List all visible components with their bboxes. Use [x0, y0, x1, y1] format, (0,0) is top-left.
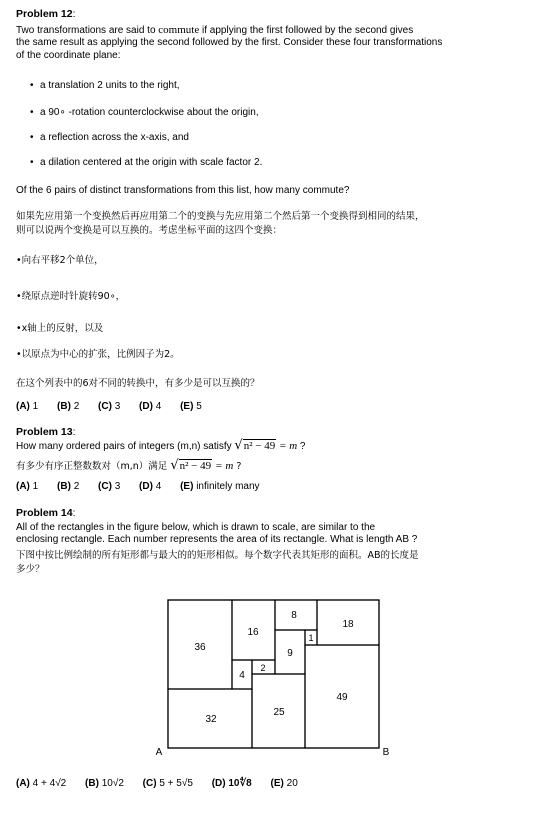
- problem-14-text: All of the rectangles in the figure below, which is drawn to scale, are similar to the: [16, 522, 376, 533]
- list-item: • a translation 2 units to the right,: [30, 80, 180, 91]
- choice-a[interactable]: (A) 1: [16, 401, 39, 412]
- problem-12-cn-intro-line2: 则可以说两个变换是可以互换的。考虑坐标平面的这四个变换：: [16, 225, 283, 236]
- problem-13-cn-question: 有多少有序正整数数对（m,n）满足 √n² − 49 = m ?: [16, 458, 242, 473]
- area-label-18: 18: [342, 619, 354, 630]
- problem-12-cn-item: •以原点为中心的扩张，比例因子为2。: [16, 349, 180, 360]
- point-b-label: B: [382, 747, 390, 758]
- area-label-2: 2: [260, 663, 266, 673]
- choice-a[interactable]: (A) 4 + 4√2: [16, 778, 67, 789]
- problem-12-intro-line2: the same result as applying the second followed by the first. Consider these four transformations: [16, 37, 443, 48]
- choice-d[interactable]: (D) 4: [139, 401, 162, 412]
- area-label-32: 32: [205, 714, 217, 725]
- choice-b[interactable]: (B) 2: [57, 481, 80, 492]
- problem-12-cn-item: •x轴上的反射，以及: [16, 323, 104, 334]
- area-label-1: 1: [308, 633, 314, 643]
- choice-e[interactable]: (E) 5: [180, 401, 202, 412]
- choice-e[interactable]: (E) 20: [270, 778, 298, 789]
- point-a-label: A: [155, 747, 163, 758]
- problem-12-cn-item: •向右平移2个单位，: [16, 255, 104, 266]
- problem-12-cn-intro: 如果先应用第一个变换然后再应用第二个的变换与先应用第二个然后第一个变换得到相同的结果，: [16, 211, 425, 222]
- choice-d[interactable]: (D) 4: [139, 481, 162, 492]
- area-label-49: 49: [336, 692, 348, 703]
- problem-14-text-line2: enclosing rectangle. Each number represents the area of its rectangle. What is length AB ?: [16, 534, 418, 545]
- problem-12-cn-item: •绕原点逆时针旋转90∘，: [16, 291, 126, 302]
- choice-b[interactable]: (B) 10√2: [85, 778, 124, 789]
- problem-14-choices: [16, 778, 314, 789]
- problem-12-cn-question: 在这个列表中的6对不同的转换中，有多少是可以互换的？: [16, 378, 260, 389]
- sqrt-expression: √n² − 49: [234, 438, 276, 453]
- area-label-9: 9: [287, 648, 293, 659]
- problem-12-title: Problem 12:: [16, 8, 76, 20]
- sqrt-expression-cn: √n² − 49: [170, 458, 212, 473]
- choice-c[interactable]: (C) 5 + 5√5: [142, 778, 193, 789]
- choice-a[interactable]: (A) 1: [16, 481, 39, 492]
- problem-12-intro-line3: of the coordinate plane:: [16, 50, 121, 61]
- area-label-25: 25: [273, 707, 285, 718]
- choice-d[interactable]: (D) 10∜8: [211, 778, 252, 789]
- list-item: • a 90∘ -rotation counterclockwise about the origin,: [30, 107, 259, 118]
- choice-c[interactable]: (C) 3: [98, 401, 121, 412]
- problem-12-question: Of the 6 pairs of distinct transformations from this list, how many commute?: [16, 185, 350, 196]
- choice-c[interactable]: (C) 3: [98, 481, 121, 492]
- area-label-8: 8: [291, 610, 297, 621]
- problem-14-cn-text: 下图中按比例绘制的所有矩形都与最大的的矩形相似。每个数字代表其矩形的面积。AB的长度是: [16, 550, 419, 561]
- problem-14-title: Problem 14:: [16, 507, 76, 519]
- list-item: • a dilation centered at the origin with scale factor 2.: [30, 157, 263, 168]
- problem-14-cn-text-line2: 多少？: [16, 564, 45, 575]
- area-label-4: 4: [239, 670, 245, 681]
- problem-12-intro: Two transformations are said to commute if applying the first followed by the second gives: [16, 24, 414, 36]
- list-item: • a reflection across the x-axis, and: [30, 132, 189, 143]
- area-label-16: 16: [247, 627, 259, 638]
- area-label-36: 36: [194, 642, 206, 653]
- choice-b[interactable]: (B) 2: [57, 401, 80, 412]
- problem-13-question: How many ordered pairs of integers (m,n) satisfy √n² − 49 = m ?: [16, 438, 306, 453]
- problem-13-title: Problem 13:: [16, 426, 76, 438]
- choice-e[interactable]: (E) infinitely many: [180, 481, 260, 492]
